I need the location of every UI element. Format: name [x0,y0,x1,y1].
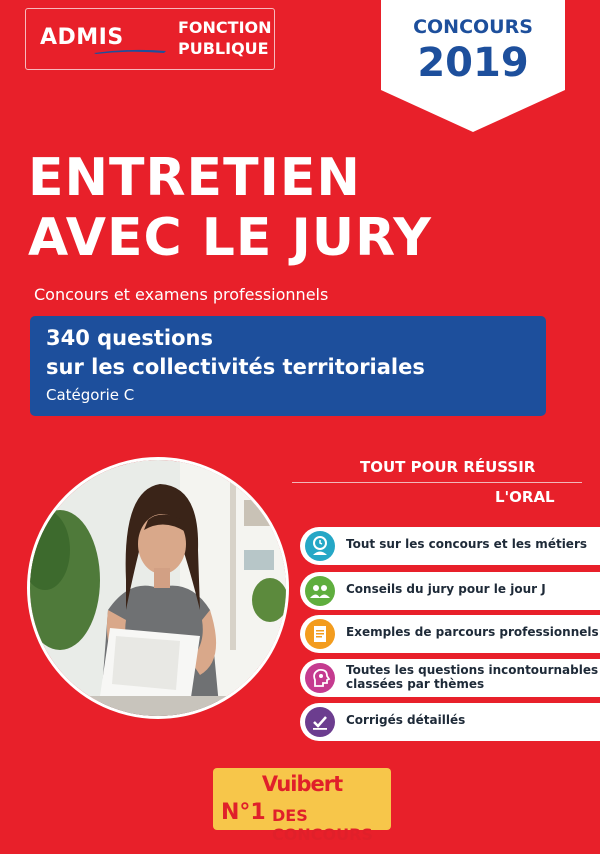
logo-brand: ADMIS [40,25,124,50]
badge-label: CONCOURS [413,16,533,38]
title-line-1: ENTRETIEN [28,148,361,208]
feature-label-line1: Toutes les questions incontournables [346,663,599,677]
woman-reading-illustration [30,460,286,716]
check-pencil-icon [305,707,335,737]
book-title [28,148,432,268]
category-label: Catégorie C [46,386,135,404]
topic-box [30,316,546,416]
heading-oral: L'ORAL [495,488,555,506]
head-icon [305,663,335,693]
feature-conseils-jury [300,572,600,610]
logo-series [178,17,272,59]
vuibert-logo [213,768,391,844]
swoosh-icon [94,48,166,54]
title-line-2: AVEC LE JURY [28,208,432,268]
feature-label-line2: classées par thèmes [346,677,485,691]
divider [292,482,582,483]
cover-photo [27,457,289,719]
year-badge [381,0,565,132]
logo-series-line2: PUBLIQUE [178,39,269,58]
publisher-rank: N°1 [221,800,266,825]
publisher-tagline: DES CONCOURS [272,806,373,844]
group-icon [305,576,335,606]
document-icon [305,619,335,649]
feature-concours-metiers [300,527,600,565]
feature-label: Exemples de parcours professionnels [346,625,599,639]
feature-corriges [300,703,600,741]
admis-logo [25,8,275,70]
topic-line-2: sur les collectivités territoriales [46,355,425,379]
logo-series-line1: FONCTION [178,18,272,37]
feature-label: Corrigés détaillés [346,713,466,727]
badge-year: 2019 [417,40,529,86]
publisher-name: Vuibert [261,772,343,796]
feature-questions [300,659,600,697]
feature-label [346,663,598,691]
clock-person-icon [305,531,335,561]
book-subtitle: Concours et examens professionnels [34,285,329,304]
topic-line-1: 340 questions [46,326,213,350]
heading-success: TOUT POUR RÉUSSIR [360,458,536,476]
feature-label: Conseils du jury pour le jour J [346,582,546,596]
feature-parcours [300,615,600,653]
feature-label: Tout sur les concours et les métiers [346,537,588,551]
